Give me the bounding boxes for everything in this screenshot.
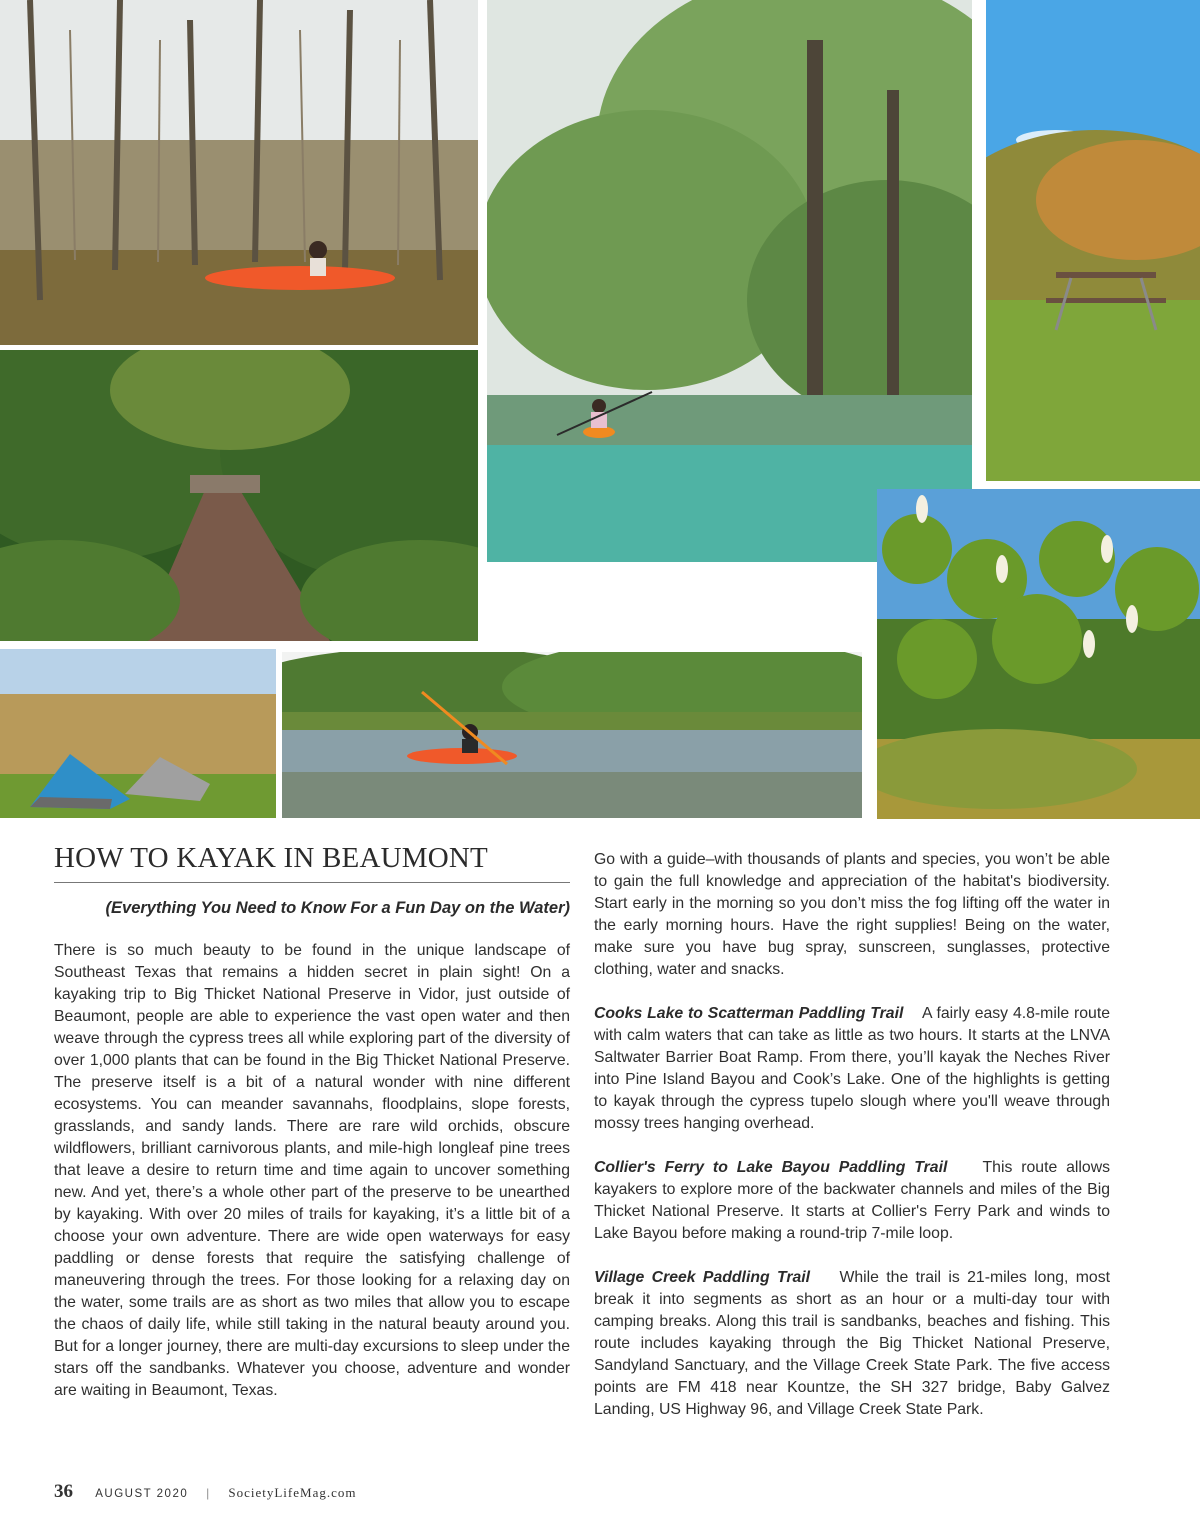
trail-name: Village Creek Paddling Trail — [594, 1269, 811, 1286]
trail-name: Cooks Lake to Scatterman Paddling Trail — [594, 1005, 904, 1022]
title-divider — [54, 882, 570, 883]
intro-paragraph: There is so much beauty to be found in the unique landscape of Southeast Texas that remains a hidden secret in plain sight! On a kayaking trip to Big Thicket National Preserve in Vidor, just outside of Beaumont, people are able to experience the vast open water and then weave through the cypress trees all while exploring part of the diversity of over 1,000 plants that can be found in the Big Thicket National Preserve. The preserve itself is a bit of a natural wonder with nine different ecosystems. You can meander savannahs, floodplains, slope forests, grasslands, and sandy lands. There are rare wild orchids, obscure wildflowers, brilliant carnivorous plants, and mile-high longleaf pine trees that leave a desire to return time and time again to uncover something new. And yet, there’s a whole other part of the preserve to be unearthed by kayaking. With over 20 miles of trails for kayaking, it’s a little bit of a choose your own adventure. There are wide open waterways for easy paddling or dense forests that require the satisfying challenge of maneuvering through the trees. For those looking for a relaxing day on the water, some trails are as short as two miles that allow you to escape the chaos of daily life, while still taking in the natural beauty around you. But for a longer journey, there are multi-day excursions to sleep under the stars off the sandbanks. Whatever you choose, adventure and wonder are waiting in Beaumont, Texas. — [54, 942, 570, 1399]
trail-paragraph-village-creek — [594, 1267, 1110, 1421]
article-subtitle: (Everything You Need to Know For a Fun Day on the Water) — [105, 899, 570, 917]
photo-cypress-swamp-kayak — [0, 0, 478, 345]
trail-description: A fairly easy 4.8-mile route with calm waters that can take as little as two hours. It starts at the LNVA Saltwater Barrier Boat Ramp. From there, you’ll kayak the Neches River into Pine Island Bayou and Cook’s Lake. One of the highlights is getting to kayak through the cypress tupelo slough where you'll weave through mossy trees hanging overhead. — [594, 1005, 1110, 1132]
photo-open-water-kayak — [282, 652, 862, 818]
article-title: HOW TO KAYAK IN BEAUMONT — [54, 842, 488, 874]
page-footer — [54, 1481, 356, 1503]
trail-paragraph-colliers-ferry — [594, 1157, 1110, 1245]
trail-description: While the trail is 21-miles long, most break it into segments as short as an hour or a multi-day tour with camping breaks. Along this trail is sandbanks, beaches and fishing. This route includes kayaking through the Big Thicket National Preserve, Sandyland Sanctuary, and the Village Creek State Park. The five access points are FM 418 near Kountze, the SH 327 bridge, Baby Galvez Landing, US Highway 96, and Village Creek State Park. — [594, 1269, 1110, 1418]
issue-date: AUGUST 2020 — [95, 1488, 189, 1500]
tips-paragraph: Go with a guide–with thousands of plants and species, you won’t be able to gain the full knowledge and appreciation of the habitat's biodiversity. Start early in the morning so you don’t miss the fog lifting off the water in the early morning hours. Have the right supplies! Being on the water, make sure you have bug spray, sunscreen, sunglasses, protective clothing, water and snacks. — [594, 851, 1110, 978]
photo-forest-trail — [0, 350, 478, 641]
page-number: 36 — [54, 1481, 73, 1502]
photo-teal-river-kayak — [487, 0, 972, 562]
site-link[interactable]: SocietyLifeMag.com — [228, 1485, 357, 1500]
article-column-left — [54, 940, 570, 1424]
trail-description: This route allows kayakers to explore more of the backwater channels and miles of the Big Thicket National Preserve. It starts at Collier's Ferry Park and winds to Lake Bayou before making a round-trip 7-mile loop. — [594, 1159, 1110, 1242]
trail-paragraph-cooks-lake — [594, 1003, 1110, 1135]
photo-yucca-plants — [877, 489, 1200, 819]
photo-picnic-area — [986, 0, 1200, 481]
footer-separator: | — [206, 1485, 211, 1500]
photo-camping-tents — [0, 649, 276, 818]
trail-name: Collier's Ferry to Lake Bayou Paddling Trail — [594, 1159, 948, 1176]
article-column-right — [594, 849, 1110, 1443]
